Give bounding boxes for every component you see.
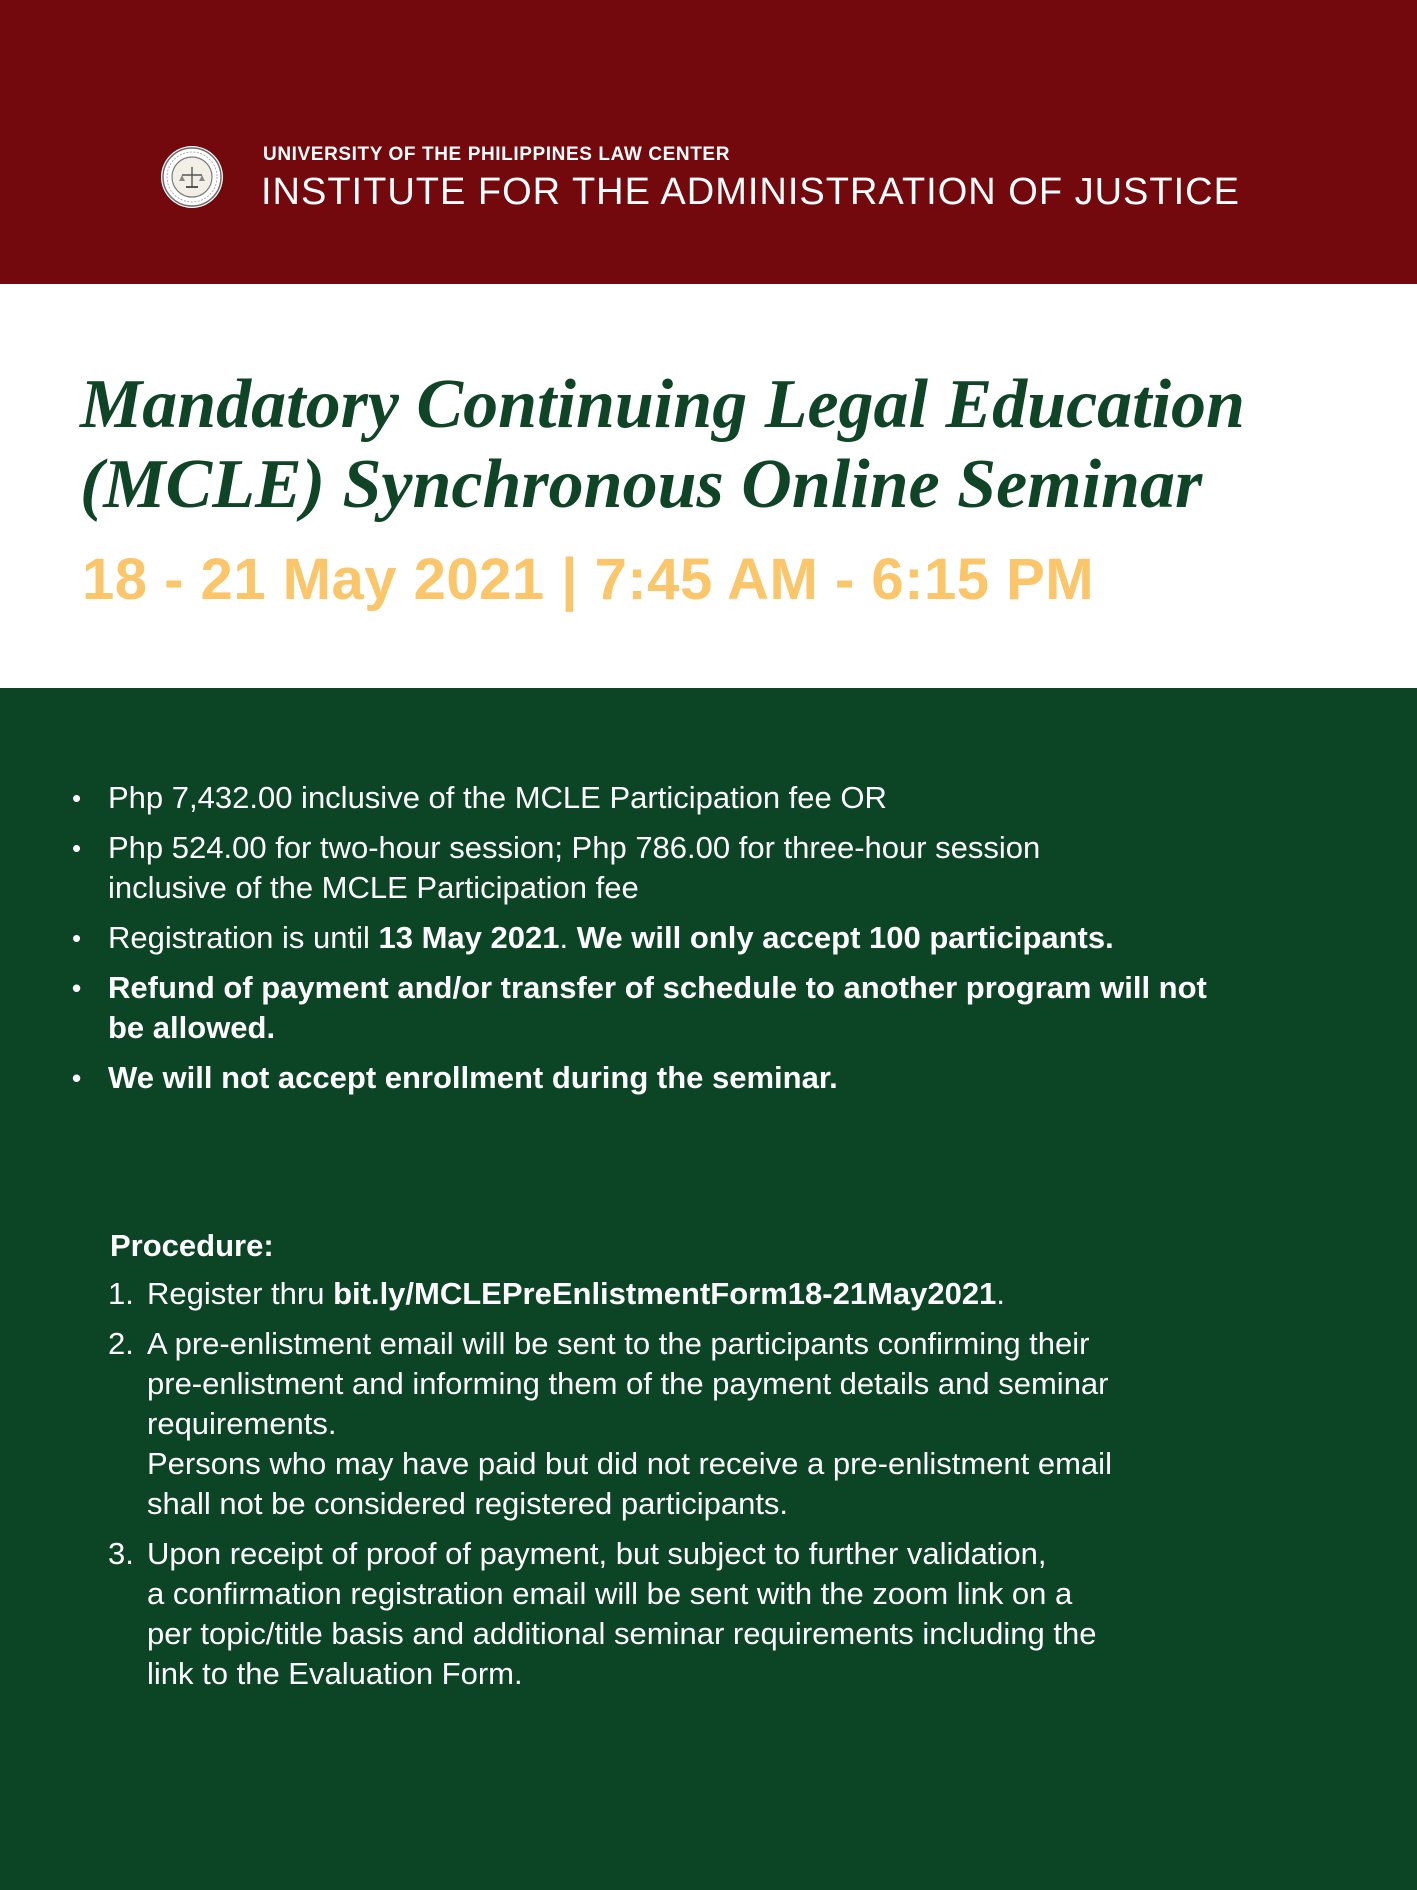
list-item <box>72 778 1402 818</box>
org-title: INSTITUTE FOR THE ADMINISTRATION OF JUSTICE <box>261 171 1240 213</box>
step-text: Upon receipt of proof of payment, but subject to further validation, <box>147 1536 1047 1571</box>
step-text: A pre-enlistment email will be sent to the participants confirming their <box>147 1326 1090 1361</box>
seminar-title-line-2: (MCLE) Synchronous Online Seminar <box>80 446 1203 523</box>
step-text: a confirmation registration email will be sent with the zoom link on a <box>147 1576 1073 1611</box>
procedure-heading: Procedure: <box>110 1228 274 1263</box>
fee-list <box>72 778 1402 1108</box>
list-item <box>72 918 1402 958</box>
step-text: Persons who may have paid but did not receive a pre-enlistment email <box>147 1446 1112 1481</box>
list-item <box>72 1058 1402 1098</box>
refund-policy-text: be allowed. <box>108 1010 276 1045</box>
list-item <box>108 1274 1338 1314</box>
list-item <box>72 968 1402 1048</box>
header-band <box>0 0 1417 284</box>
step-text: Register thru <box>147 1276 334 1311</box>
step-text: per topic/title basis and additional seminar requirements including the <box>147 1616 1097 1651</box>
seminar-title-line-1: Mandatory Continuing Legal Education <box>80 366 1245 443</box>
enrollment-policy-text: We will not accept enrollment during the seminar. <box>108 1060 838 1095</box>
procedure-steps <box>108 1274 1338 1704</box>
step-text: . <box>996 1276 1005 1311</box>
fee-item-text: Php 524.00 for two-hour session; Php 786.00 for three-hour session <box>108 830 1041 865</box>
list-item <box>108 1534 1338 1694</box>
step-number: 3. <box>108 1536 134 1571</box>
fee-item-text: inclusive of the MCLE Participation fee <box>108 870 639 905</box>
refund-policy-text: Refund of payment and/or transfer of schedule to another program will not <box>108 970 1207 1005</box>
registration-link[interactable]: bit.ly/MCLEPreEnlistmentForm18-21May2021 <box>333 1276 997 1311</box>
fee-item-text: Php 7,432.00 inclusive of the MCLE Participation fee OR <box>108 780 887 815</box>
step-text: requirements. <box>147 1406 337 1441</box>
registration-text: Registration is until <box>108 920 379 955</box>
step-number: 1. <box>108 1276 134 1311</box>
university-seal-icon <box>160 145 224 209</box>
step-text: shall not be considered registered participants. <box>147 1486 789 1521</box>
step-number: 2. <box>108 1326 134 1361</box>
participant-limit: We will only accept 100 participants. <box>576 920 1114 955</box>
org-subtitle: UNIVERSITY OF THE PHILIPPINES LAW CENTER <box>263 144 731 165</box>
step-text: pre-enlistment and informing them of the payment details and seminar <box>147 1366 1109 1401</box>
registration-deadline: 13 May 2021 <box>378 920 560 955</box>
step-text: link to the Evaluation Form. <box>147 1656 523 1691</box>
list-item <box>72 828 1402 908</box>
seminar-date-time: 18 - 21 May 2021 | 7:45 AM - 6:15 PM <box>82 547 1095 612</box>
registration-separator: . <box>559 920 577 955</box>
list-item <box>108 1324 1338 1524</box>
